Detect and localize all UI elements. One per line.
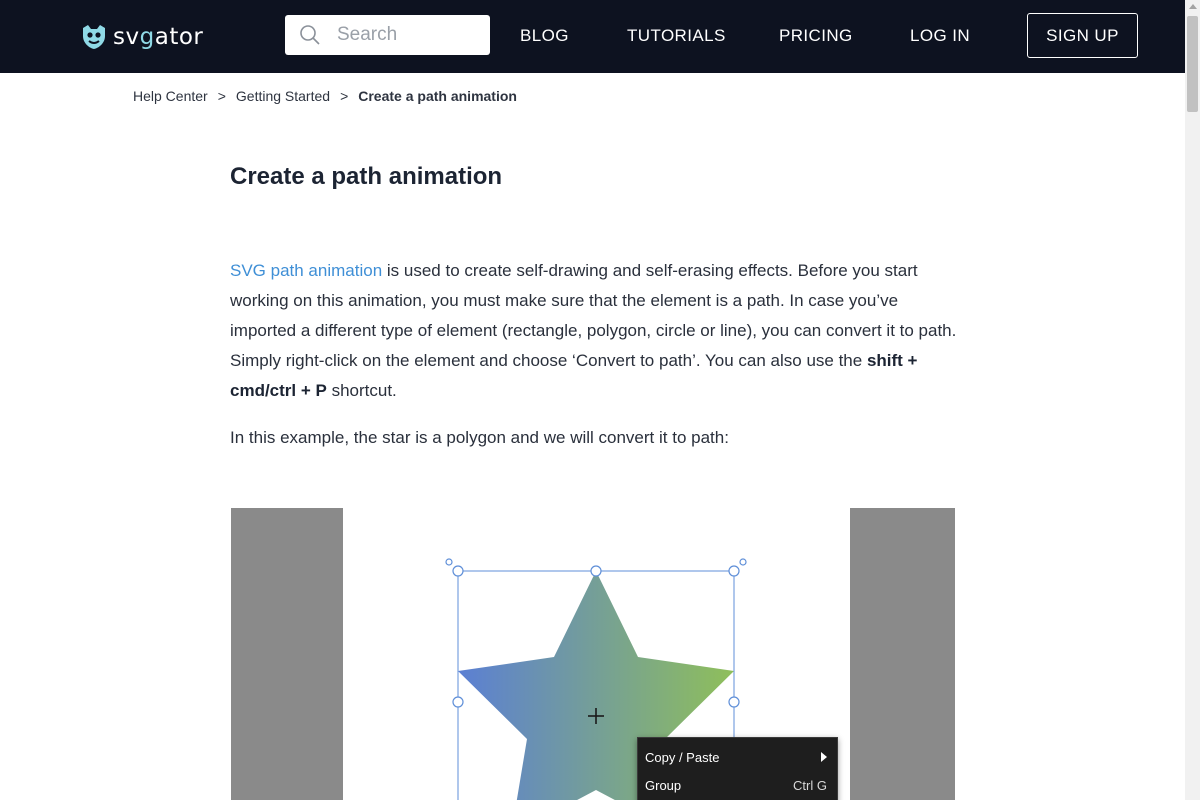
menu-item-shortcut: Ctrl G [793, 777, 827, 793]
breadcrumb-separator: > [340, 88, 349, 104]
nav-log-in[interactable]: LOG IN [910, 26, 971, 45]
nav-pricing[interactable]: PRICING [779, 26, 853, 45]
svgator-logo-icon [80, 24, 108, 50]
page-scrollbar[interactable] [1185, 0, 1200, 800]
search-input[interactable] [337, 24, 477, 46]
scrollbar-thumb[interactable] [1187, 16, 1198, 112]
svgator-logo[interactable] [80, 22, 203, 52]
logo-text: svgator [113, 24, 204, 50]
article-paragraph-example: In this example, the star is a polygon and we will convert it to path: [230, 428, 729, 447]
page-title: Create a path animation [230, 163, 503, 190]
breadcrumb-separator: > [217, 88, 226, 104]
nav-tutorials[interactable]: TUTORIALS [627, 26, 726, 45]
breadcrumb-current: Create a path animation [358, 88, 517, 104]
paragraph-text: is used to create self-drawing and self-erasing effects. Before you start working on this animation, you must make sure that the element is a path. In case you’ve imported a different type of element (rectangle, polygon, circle or line), you can convert it to path. Simply right-click on the element and choose ‘Convert to path’. You can also use the [230, 261, 957, 370]
context-menu-group[interactable] [638, 771, 837, 799]
menu-item-label: Group [645, 777, 682, 793]
sign-up-button[interactable]: SIGN UP [1027, 13, 1138, 58]
context-menu-copy-paste[interactable] [638, 743, 837, 771]
shortcut-text: shift + cmd/ctrl + P [230, 351, 918, 400]
top-navigation-bar [0, 0, 1185, 73]
menu-item-label: Copy / Paste [645, 749, 720, 765]
star-polygon-screenshot [231, 508, 955, 800]
star-illustration [231, 508, 955, 800]
scroll-up-arrow-icon[interactable] [1189, 4, 1197, 9]
submenu-arrow-icon [821, 752, 827, 762]
breadcrumb-help-center[interactable]: Help Center [133, 88, 208, 104]
paragraph-text-end: shortcut. [326, 381, 397, 400]
context-menu [637, 737, 838, 800]
article-paragraph [230, 256, 958, 406]
article-body [230, 256, 958, 453]
breadcrumb [133, 88, 517, 104]
svg-path-animation-link[interactable]: SVG path animation [230, 261, 383, 280]
search-box[interactable] [285, 15, 490, 55]
breadcrumb-getting-started[interactable]: Getting Started [235, 88, 331, 104]
nav-blog[interactable]: BLOG [520, 26, 569, 45]
search-icon [299, 24, 321, 46]
